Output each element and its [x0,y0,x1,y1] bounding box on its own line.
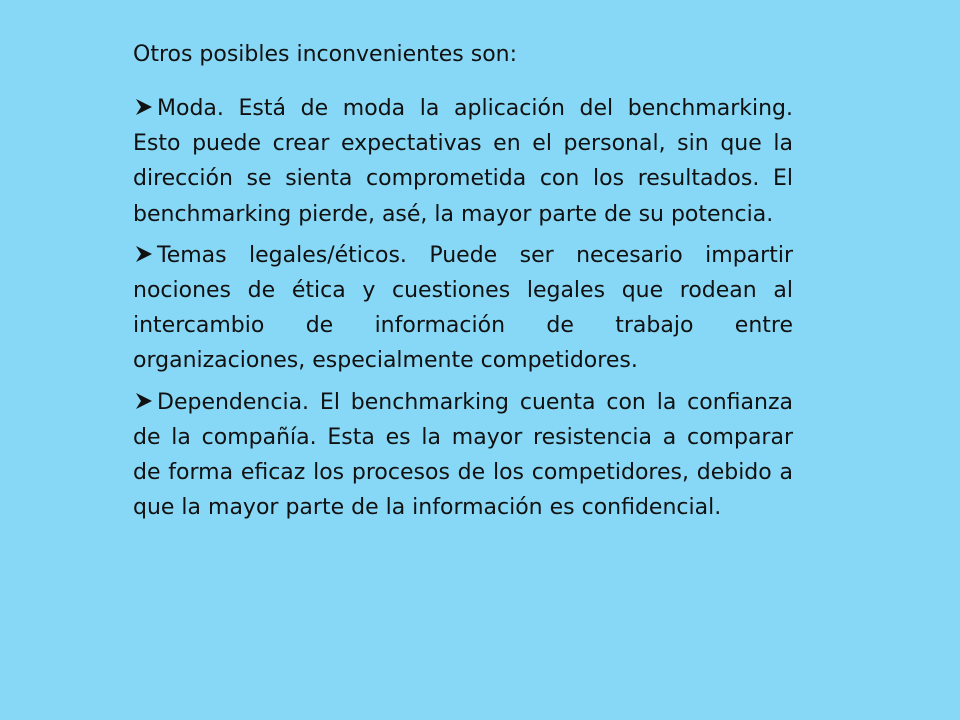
list-item-moda [133,91,793,232]
list-item-temas-legales [133,238,793,379]
list-item-dependencia [133,385,793,526]
slide-content [133,38,793,531]
list-item-text: Moda. Está de moda la aplicación del benchmarking. Esto puede crear expectativas en el personal, sin que la dirección se sienta comprometida con los resultados. El benchmarking pierde, asé, la mayor parte de su potencia. [133,96,793,227]
list-item-text: Temas legales/éticos. Puede ser necesario impartir nociones de ética y cuestiones legales que rodean al intercambio de información de trabajo entre organizaciones, especialmente competidores. [133,242,793,374]
arrow-bullet-icon [133,243,155,265]
intro-text: Otros posibles inconvenientes son: [133,42,518,67]
arrow-bullet-icon [133,390,155,412]
list-item-text: Dependencia. El benchmarking cuenta con la confianza de la compañía. Esta es la mayor resistencia a comparar de forma eficaz los procesos de los competidores, debido a que la mayor parte de la información es confidencial. [133,389,793,521]
arrow-bullet-icon [133,96,155,118]
